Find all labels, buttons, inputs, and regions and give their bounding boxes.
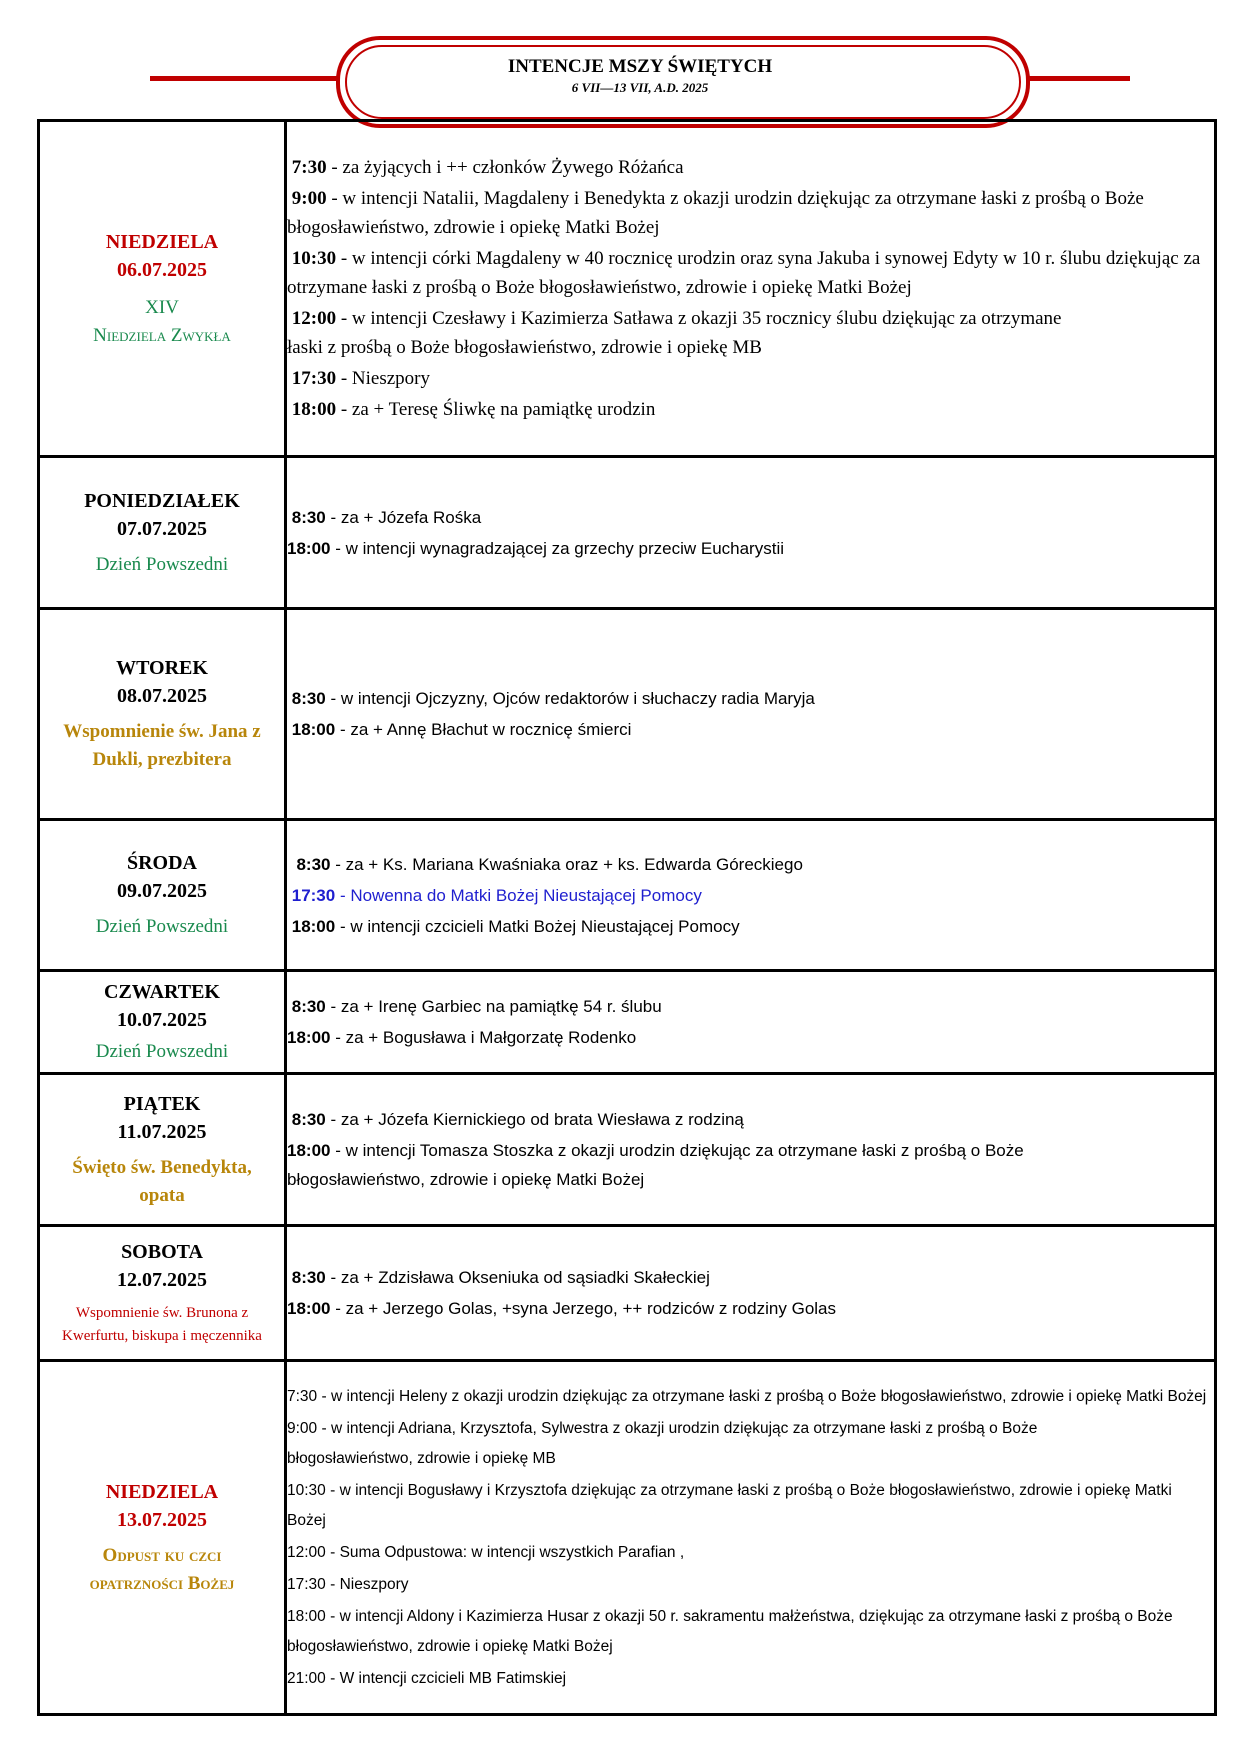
mass-entry: [287, 1476, 1214, 1536]
mass-entry: [287, 1136, 1214, 1194]
mass-intention: - za + Ks. Mariana Kwaśniaka oraz + ks. Edwarda Góreckiego: [330, 854, 803, 874]
mass-time: 17:30: [287, 1575, 326, 1593]
mass-time: 18:00: [287, 1028, 331, 1047]
mass-entry: [287, 304, 1214, 362]
mass-intention: - w intencji Tomasza Stoszka z okazji urodzin dziękując za otrzymane łaski z prośbą o Boże błogosławieństwo, zdrowie i opiekę Matki Bożej: [287, 1141, 1024, 1189]
mass-cell: [286, 1361, 1216, 1715]
mass-entry: [287, 1602, 1214, 1662]
day-date: 10.07.2025: [117, 1009, 207, 1031]
day-cell: [39, 971, 286, 1074]
day-name: CZWARTEK: [104, 981, 220, 1003]
mass-entry: [287, 1570, 1214, 1600]
day-date: 09.07.2025: [117, 880, 207, 902]
mass-intention: - w intencji czcicieli Matki Bożej Nieustającej Pomocy: [335, 916, 740, 936]
mass-time: 10:30: [287, 1481, 326, 1499]
mass-intention: - za + Józefa Rośka: [325, 507, 482, 527]
mass-time: 7:30: [291, 157, 327, 178]
mass-entry: [287, 503, 1214, 532]
mass-intention: - Nieszpory: [336, 368, 430, 389]
schedule-table: [37, 119, 1217, 1716]
mass-intention: - w intencji wynagradzającej za grzechy przeciw Eucharystii: [330, 538, 784, 558]
page-header: [150, 34, 1130, 124]
mass-entry: [287, 244, 1214, 302]
mass-entry: [287, 881, 1214, 910]
day-name: WTOREK: [116, 657, 208, 679]
mass-entry: [287, 715, 1214, 744]
day-date: 06.07.2025: [117, 258, 207, 281]
mass-time: 18:00: [291, 399, 337, 420]
mass-entry: [287, 1414, 1214, 1474]
day-name: PONIEDZIAŁEK: [84, 489, 240, 512]
mass-time: 8:30: [291, 507, 326, 527]
feast-name: Wspomnienie św. Jana z Dukli, prezbitera: [63, 721, 261, 770]
mass-entry: [287, 1023, 1214, 1052]
mass-time: 8:30: [291, 1110, 326, 1129]
mass-intention: - w intencji Aldony i Kazimierza Husar z okazji 50 r. sakramentu małżeństwa, dziękując za otrzymane łaski z prośbą o Boże błogosławieństwo, zdrowie i opiekę Matki Bożej: [287, 1607, 1173, 1655]
day-cell: [39, 121, 286, 457]
day-name: SOBOTA: [121, 1241, 203, 1263]
mass-time: 8:30: [291, 689, 326, 708]
feast-name: Dzień Powszedni: [95, 1041, 229, 1062]
mass-time: 8:30: [291, 1268, 326, 1287]
mass-time: 18:00: [291, 720, 336, 739]
mass-time: 7:30: [287, 1387, 318, 1405]
mass-time: 12:00: [287, 1543, 326, 1561]
day-cell: [39, 609, 286, 820]
mass-intention: - Suma Odpustowa: w intencji wszystkich Parafian ,: [325, 1543, 685, 1561]
feast-week: XIV: [145, 296, 179, 318]
mass-entry: [287, 1664, 1214, 1694]
feast-name: Odpust ku czci opatrzności Bożej: [89, 1544, 235, 1594]
mass-entry: [287, 850, 1214, 879]
day-name: NIEDZIELA: [105, 230, 219, 253]
day-row: [39, 971, 1216, 1074]
mass-intention: - za + Irenę Garbiec na pamiątkę 54 r. ślubu: [325, 997, 662, 1016]
day-cell: [39, 457, 286, 609]
mass-time: 9:00: [287, 1419, 318, 1437]
mass-time: 8:30: [296, 854, 331, 874]
mass-entry: [287, 153, 1214, 182]
mass-cell: [286, 457, 1216, 609]
mass-intention: - za + Teresę Śliwkę na pamiątkę urodzin: [336, 399, 656, 420]
mass-entry: [287, 395, 1214, 424]
mass-cell: [286, 1074, 1216, 1226]
mass-time: 18:00: [287, 1607, 326, 1625]
day-date: 12.07.2025: [117, 1269, 207, 1291]
mass-entry: [287, 1105, 1214, 1134]
mass-intention: - w intencji Czesławy i Kazimierza Satława z okazji 35 rocznicy ślubu dziękując za otrzymane łaski z prośbą o Boże błogosławieństwo, zdrowie i opiekę MB: [287, 308, 1062, 358]
day-cell: [39, 1361, 286, 1715]
mass-intention: - w intencji córki Magdaleny w 40 rocznicę urodzin oraz syna Jakuba i synowej Edyty w 10 r. ślubu dziękując za otrzymane łaski z prośbą o Boże błogosławieństwo, zdrowie i opiekę Matki Bożej: [287, 248, 1201, 298]
mass-intention: - za + Annę Błachut w rocznicę śmierci: [335, 720, 632, 739]
mass-entry: [287, 184, 1214, 242]
mass-entry: [287, 1538, 1214, 1568]
mass-cell: [286, 609, 1216, 820]
day-row: [39, 1361, 1216, 1715]
day-date: 13.07.2025: [117, 1508, 207, 1531]
mass-entry: [287, 992, 1214, 1021]
mass-entry: [287, 364, 1214, 393]
mass-cell: [286, 820, 1216, 971]
mass-time: 18:00: [287, 1141, 331, 1160]
mass-intention: - Nieszpory: [325, 1575, 409, 1593]
feast-name: Wspomnienie św. Brunona z Kwerfurtu, biskupa i męczennika: [62, 1305, 262, 1344]
day-name: PIĄTEK: [123, 1092, 201, 1115]
mass-entry: [287, 1294, 1214, 1323]
day-row: [39, 121, 1216, 457]
mass-time: 9:00: [291, 188, 327, 209]
mass-time: 17:30: [291, 885, 336, 905]
mass-cell: [286, 121, 1216, 457]
day-cell: [39, 1226, 286, 1361]
mass-intention: - za żyjących i ++ członków Żywego Różańca: [326, 157, 684, 178]
mass-intention: - za + Jerzego Golas, +syna Jerzego, ++ rodziców z rodziny Golas: [330, 1299, 837, 1318]
mass-time: 12:00: [291, 308, 337, 329]
day-row: [39, 457, 1216, 609]
mass-cell: [286, 971, 1216, 1074]
day-cell: [39, 820, 286, 971]
day-date: 07.07.2025: [117, 517, 207, 540]
day-name: NIEDZIELA: [105, 1480, 219, 1503]
day-date: 08.07.2025: [117, 685, 207, 707]
day-row: [39, 1226, 1216, 1361]
mass-entry: [287, 1263, 1214, 1292]
mass-time: 18:00: [287, 1299, 331, 1318]
mass-time: 18:00: [291, 916, 336, 936]
mass-intention: - za + Bogusława i Małgorzatę Rodenko: [330, 1028, 637, 1047]
mass-intention: - za + Zdzisława Okseniuka od sąsiadki Skałeckiej: [325, 1268, 710, 1287]
day-row: [39, 820, 1216, 971]
mass-entry: [287, 684, 1214, 713]
mass-intention: - w intencji Heleny z okazji urodzin dziękując za otrzymane łaski z prośbą o Boże błogosławieństwo, zdrowie i opiekę Matki Bożej: [317, 1387, 1207, 1405]
feast-name: Święto św. Benedykta, opata: [72, 1156, 252, 1206]
page-subtitle: 6 VII—13 VII, A.D. 2025: [571, 80, 709, 95]
feast-name: Dzień Powszedni: [95, 916, 229, 937]
mass-intention: - Nowenna do Matki Bożej Nieustającej Pomocy: [335, 885, 702, 905]
mass-intention: - w intencji Adriana, Krzysztofa, Sylwestra z okazji urodzin dziękując za otrzymane łaski z prośbą o Boże błogosławieństwo, zdrowie i opiekę MB: [287, 1419, 1038, 1467]
mass-intention: - w intencji Bogusławy i Krzysztofa dziękując za otrzymane łaski z prośbą o Boże błogosławieństwo, zdrowie i opiekę Matki Bożej: [287, 1481, 1172, 1529]
mass-entry: [287, 534, 1214, 563]
mass-intention: - za + Józefa Kiernickiego od brata Wiesława z rodziną: [325, 1110, 744, 1129]
day-date: 11.07.2025: [117, 1120, 207, 1143]
day-row: [39, 1074, 1216, 1226]
day-row: [39, 609, 1216, 820]
mass-entry: [287, 912, 1214, 941]
mass-time: 10:30: [291, 248, 337, 269]
mass-cell: [286, 1226, 1216, 1361]
day-name: ŚRODA: [126, 852, 197, 874]
mass-intention: - w intencji Natalii, Magdaleny i Benedykta z okazji urodzin dziękując za otrzymane łaski z prośbą o Boże błogosławieństwo, zdrowie i opiekę Matki Bożej: [287, 188, 1144, 238]
mass-entry: [287, 1382, 1214, 1412]
mass-time: 18:00: [287, 538, 331, 558]
page-title: INTENCJE MSZY ŚWIĘTYCH: [507, 56, 773, 77]
mass-intention: - W intencji czcicieli MB Fatimskiej: [325, 1669, 567, 1687]
mass-time: 21:00: [287, 1669, 326, 1687]
mass-time: 8:30: [291, 997, 326, 1016]
mass-intention: - w intencji Ojczyzny, Ojców redaktorów i słuchaczy radia Maryja: [325, 689, 815, 708]
feast-name: Niedziela Zwykła: [93, 324, 231, 346]
mass-time: 17:30: [291, 368, 337, 389]
day-cell: [39, 1074, 286, 1226]
feast-name: Dzień Powszedni: [95, 553, 229, 575]
